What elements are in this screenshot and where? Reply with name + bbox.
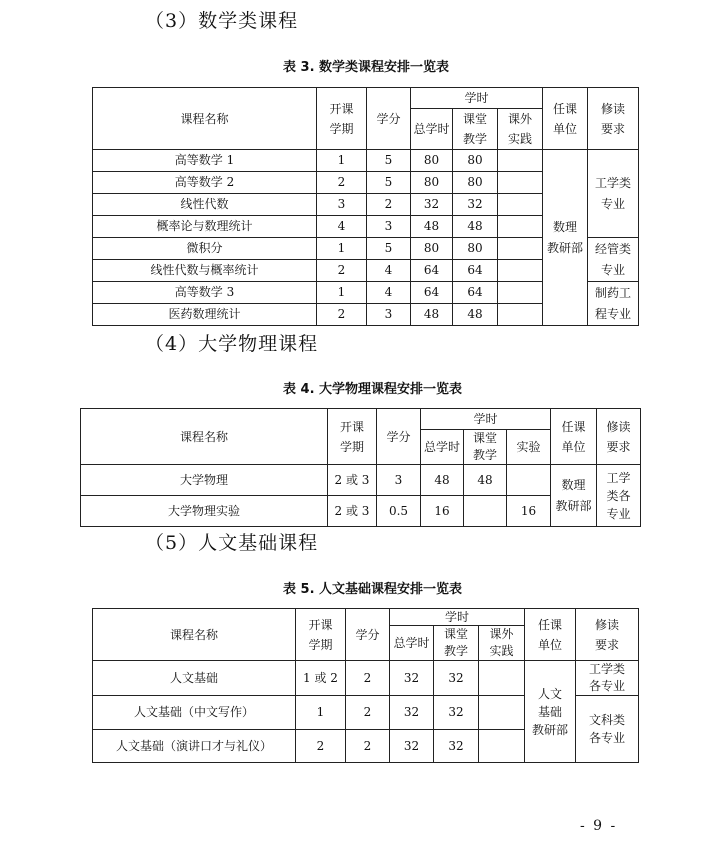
course-total-hours: 64 bbox=[411, 282, 453, 304]
course-lab-hours: 16 bbox=[507, 496, 551, 527]
course-name: 医药数理统计 bbox=[93, 304, 317, 326]
header-requirement: 修读 要求 bbox=[588, 88, 639, 150]
course-class-hours: 64 bbox=[453, 260, 498, 282]
course-credit: 2 bbox=[346, 696, 390, 730]
course-name: 人文基础（中文写作） bbox=[93, 696, 296, 730]
course-credit: 2 bbox=[367, 194, 411, 216]
header-credit: 学分 bbox=[346, 609, 390, 661]
course-practice-hours bbox=[498, 238, 543, 260]
math-course-table bbox=[92, 87, 639, 326]
course-total-hours: 64 bbox=[411, 260, 453, 282]
dept-cell: 人文 基础 教研部 bbox=[525, 661, 576, 763]
course-name: 线性代数与概率统计 bbox=[93, 260, 317, 282]
course-class-hours: 32 bbox=[434, 661, 479, 696]
course-total-hours: 48 bbox=[421, 465, 464, 496]
course-practice-hours bbox=[479, 730, 525, 763]
course-class-hours: 32 bbox=[434, 696, 479, 730]
course-name: 概率论与数理统计 bbox=[93, 216, 317, 238]
header-hours: 学时 bbox=[411, 88, 543, 109]
header-course-name: 课程名称 bbox=[81, 409, 328, 465]
course-total-hours: 32 bbox=[390, 730, 434, 763]
requirement-cell: 经管类 专业 bbox=[588, 238, 639, 282]
header-total-hours: 总学时 bbox=[411, 109, 453, 150]
table-caption-humanities: 表 5. 人文基础课程安排一览表 bbox=[283, 582, 463, 597]
course-practice-hours bbox=[498, 172, 543, 194]
course-class-hours: 80 bbox=[453, 172, 498, 194]
section-title-humanities: （5）人文基础课程 bbox=[145, 532, 319, 554]
header-term: 开课 学期 bbox=[317, 88, 367, 150]
course-term: 2 bbox=[296, 730, 346, 763]
course-term: 1 bbox=[317, 150, 367, 172]
course-total-hours: 32 bbox=[390, 661, 434, 696]
course-credit: 5 bbox=[367, 150, 411, 172]
course-name: 微积分 bbox=[93, 238, 317, 260]
header-term: 开课 学期 bbox=[296, 609, 346, 661]
course-practice-hours bbox=[498, 260, 543, 282]
course-name: 线性代数 bbox=[93, 194, 317, 216]
course-name: 高等数学 1 bbox=[93, 150, 317, 172]
table-row bbox=[93, 150, 639, 172]
course-term: 2 或 3 bbox=[328, 465, 377, 496]
course-class-hours: 80 bbox=[453, 238, 498, 260]
course-name: 高等数学 3 bbox=[93, 282, 317, 304]
header-hours: 学时 bbox=[390, 609, 525, 626]
dept-cell: 数理 教研部 bbox=[543, 150, 588, 326]
course-credit: 3 bbox=[367, 304, 411, 326]
course-term: 2 bbox=[317, 172, 367, 194]
dept-cell: 数理 教研部 bbox=[551, 465, 597, 527]
course-term: 1 bbox=[317, 238, 367, 260]
course-name: 大学物理实验 bbox=[81, 496, 328, 527]
course-class-hours: 80 bbox=[453, 150, 498, 172]
header-class-hours: 课堂 教学 bbox=[434, 626, 479, 661]
section-title-math: （3）数学类课程 bbox=[145, 10, 299, 32]
course-practice-hours bbox=[498, 150, 543, 172]
header-total-hours: 总学时 bbox=[390, 626, 434, 661]
course-term: 4 bbox=[317, 216, 367, 238]
header-class-hours: 课堂 教学 bbox=[464, 430, 507, 465]
course-total-hours: 48 bbox=[411, 304, 453, 326]
course-credit: 5 bbox=[367, 238, 411, 260]
table-caption-math: 表 3. 数学类课程安排一览表 bbox=[283, 60, 450, 75]
header-credit: 学分 bbox=[377, 409, 421, 465]
course-name: 高等数学 2 bbox=[93, 172, 317, 194]
header-total-hours: 总学时 bbox=[421, 430, 464, 465]
course-credit: 5 bbox=[367, 172, 411, 194]
header-dept: 任课 单位 bbox=[551, 409, 597, 465]
course-class-hours: 48 bbox=[453, 216, 498, 238]
requirement-cell: 文科类 各专业 bbox=[576, 696, 639, 763]
requirement-cell: 工学类 各专业 bbox=[576, 661, 639, 696]
course-class-hours: 48 bbox=[464, 465, 507, 496]
course-term: 1 或 2 bbox=[296, 661, 346, 696]
course-name: 人文基础（演讲口才与礼仪） bbox=[93, 730, 296, 763]
humanities-course-table bbox=[92, 608, 639, 763]
table-caption-physics: 表 4. 大学物理课程安排一览表 bbox=[283, 382, 463, 397]
header-term: 开课 学期 bbox=[328, 409, 377, 465]
course-total-hours: 16 bbox=[421, 496, 464, 527]
header-class-hours: 课堂 教学 bbox=[453, 109, 498, 150]
course-term: 2 bbox=[317, 260, 367, 282]
course-class-hours bbox=[464, 496, 507, 527]
header-course-name: 课程名称 bbox=[93, 88, 317, 150]
page-number: - 9 - bbox=[580, 818, 618, 834]
course-credit: 0.5 bbox=[377, 496, 421, 527]
course-class-hours: 32 bbox=[453, 194, 498, 216]
course-name: 人文基础 bbox=[93, 661, 296, 696]
section-title-physics: （4）大学物理课程 bbox=[145, 333, 319, 355]
course-name: 大学物理 bbox=[81, 465, 328, 496]
course-practice-hours bbox=[498, 304, 543, 326]
course-practice-hours bbox=[479, 661, 525, 696]
course-practice-hours bbox=[498, 194, 543, 216]
course-term: 2 bbox=[317, 304, 367, 326]
course-credit: 4 bbox=[367, 260, 411, 282]
course-term: 2 或 3 bbox=[328, 496, 377, 527]
course-term: 3 bbox=[317, 194, 367, 216]
header-dept: 任课 单位 bbox=[543, 88, 588, 150]
header-practice-hours: 课外 实践 bbox=[479, 626, 525, 661]
course-practice-hours bbox=[479, 696, 525, 730]
course-credit: 3 bbox=[367, 216, 411, 238]
physics-course-table bbox=[80, 408, 641, 527]
course-total-hours: 80 bbox=[411, 172, 453, 194]
header-course-name: 课程名称 bbox=[93, 609, 296, 661]
header-requirement: 修读 要求 bbox=[597, 409, 641, 465]
header-practice-hours: 课外 实践 bbox=[498, 109, 543, 150]
course-term: 1 bbox=[317, 282, 367, 304]
header-hours: 学时 bbox=[421, 409, 551, 430]
table-row bbox=[81, 465, 641, 496]
course-term: 1 bbox=[296, 696, 346, 730]
course-class-hours: 48 bbox=[453, 304, 498, 326]
course-practice-hours bbox=[498, 216, 543, 238]
header-lab-hours: 实验 bbox=[507, 430, 551, 465]
course-class-hours: 32 bbox=[434, 730, 479, 763]
course-credit: 2 bbox=[346, 661, 390, 696]
requirement-cell: 工学类 专业 bbox=[588, 150, 639, 238]
course-lab-hours bbox=[507, 465, 551, 496]
requirement-cell: 制药工 程专业 bbox=[588, 282, 639, 326]
course-total-hours: 32 bbox=[390, 696, 434, 730]
header-requirement: 修读 要求 bbox=[576, 609, 639, 661]
header-credit: 学分 bbox=[367, 88, 411, 150]
table-row bbox=[93, 661, 639, 696]
course-credit: 3 bbox=[377, 465, 421, 496]
course-credit: 4 bbox=[367, 282, 411, 304]
course-credit: 2 bbox=[346, 730, 390, 763]
course-total-hours: 80 bbox=[411, 150, 453, 172]
header-dept: 任课 单位 bbox=[525, 609, 576, 661]
course-total-hours: 48 bbox=[411, 216, 453, 238]
course-total-hours: 32 bbox=[411, 194, 453, 216]
requirement-cell: 工学 类各 专业 bbox=[597, 465, 641, 527]
course-practice-hours bbox=[498, 282, 543, 304]
course-class-hours: 64 bbox=[453, 282, 498, 304]
course-total-hours: 80 bbox=[411, 238, 453, 260]
